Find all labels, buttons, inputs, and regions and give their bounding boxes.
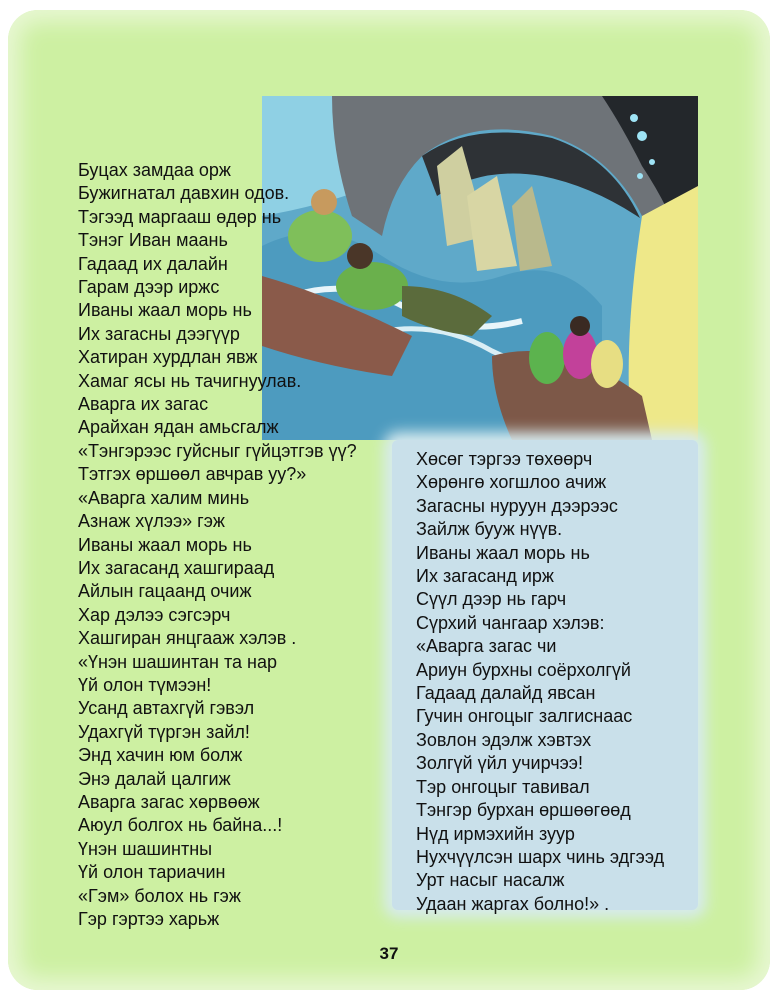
poem-line: Хашгиран янцгааж хэлэв .	[78, 628, 297, 649]
poem-line: Зайлж бууж нүүв.	[416, 519, 563, 540]
poem-line: Иваны жаал морь нь	[416, 542, 590, 563]
poem-line: Айлын гацаанд очиж	[78, 581, 252, 602]
poem-line: Сүрхий чангаар хэлэв:	[416, 612, 605, 633]
poem-line: Их загасанд хашгираад	[78, 557, 275, 578]
poem-line: Сүүл дээр нь гарч	[416, 589, 567, 610]
water-drop	[649, 159, 655, 165]
poem-line: Энэ далай цалгиж	[78, 768, 231, 789]
poem-line: Загасны нуруун дээрээс	[416, 495, 618, 516]
poem-line: Золгүй үйл учирчээ!	[416, 753, 583, 774]
poem-line: Аюул болгох нь байна...!	[78, 815, 283, 836]
poem-line: Усанд автахгүй гэвэл	[78, 698, 255, 719]
poem-line: Буцах замдаа орж	[78, 160, 231, 180]
poem-line: Гучин онгоцыг залгиснаас	[416, 706, 633, 727]
poem-right-column	[416, 448, 664, 916]
poem-line: Зовлон эдэлж хэвтэх	[416, 729, 592, 750]
sailor-yellow	[591, 340, 623, 388]
poem-line: Гэр гэртээ харьж	[78, 909, 220, 929]
poem-line: Гадаад их далайн	[78, 253, 228, 274]
poem-line: Хөсөг тэргээ төхөөрч	[416, 449, 593, 469]
poem-line: Үй олон түмээн!	[78, 674, 212, 695]
poem-line: Хар дэлээ сэгсэрч	[78, 604, 231, 625]
poem-line: Арайхан ядан амьсгалж	[78, 417, 279, 438]
poem-line: Урт насыг насалж	[416, 870, 565, 891]
water-drop	[637, 173, 643, 179]
poem-line: «Гэм» болох нь гэж	[78, 885, 241, 906]
poem-line: «Тэнгэрээс гуйсныг гүйцэтгэв үү?	[78, 440, 357, 461]
sailor-green	[529, 332, 565, 384]
poem-line: Тэнгэр бурхан өршөөгөөд	[416, 800, 631, 821]
poem-line: «Үнэн шашинтан та нар	[78, 651, 277, 672]
poem-line: Бужигнатал давхин одов.	[78, 183, 290, 204]
poem-line: Удахгүй түргэн зайл!	[78, 721, 250, 742]
poem-line: «Аварга загас чи	[416, 636, 557, 657]
poem-line: Тэтгэх өршөөл авчрав уу?»	[78, 464, 307, 485]
poem-line: Хатиран хурдлан явж	[78, 347, 258, 368]
poem-line: Гарам дээр иржс	[78, 277, 220, 298]
poem-line: Энд хачин юм болж	[78, 745, 243, 766]
poem-line: Их загасанд ирж	[416, 566, 554, 587]
poem-line: Хөрөнгө хогшлоо ачиж	[416, 472, 607, 493]
poem-line: Нүд ирмэхийн зуур	[416, 823, 575, 844]
poem-line: Гадаад далайд явсан	[416, 683, 596, 704]
poem-line: Тэнэг Иван маань	[78, 230, 228, 251]
poem-left-column	[78, 159, 357, 931]
poem-line: Тэгээд маргааш өдөр нь	[78, 206, 282, 227]
poem-line: Хамаг ясы нь тачигнуулав.	[78, 370, 302, 391]
poem-line: Аварга загас хөрвөөж	[78, 791, 260, 812]
poem-line: Иваны жаал морь нь	[78, 534, 252, 555]
poem-line: Их загасны дээгүүр	[78, 323, 240, 344]
poem-line: Нухчүүлсэн шарх чинь эдгээд	[416, 846, 665, 867]
poem-line: Үнэн шашинтны	[78, 838, 213, 859]
poem-line: Аварга их загас	[78, 394, 209, 415]
page-number: 37	[379, 944, 399, 963]
water-drop	[630, 114, 638, 122]
poem-line: Иваны жаал морь нь	[78, 300, 252, 321]
poem-line: Удаан жаргах болно!» .	[416, 893, 610, 914]
poem-line: Ариун бурхны соёрхолгүй	[416, 659, 631, 680]
sailor-head	[570, 316, 590, 336]
poem-line: «Аварга халим минь	[78, 487, 250, 508]
poem-line: Азнаж хүлээ» гэж	[78, 511, 225, 532]
poem-line: Үй олон тариачин	[78, 862, 226, 883]
poem-line: Тэр онгоцыг тавивал	[416, 776, 590, 797]
water-drop	[637, 131, 647, 141]
